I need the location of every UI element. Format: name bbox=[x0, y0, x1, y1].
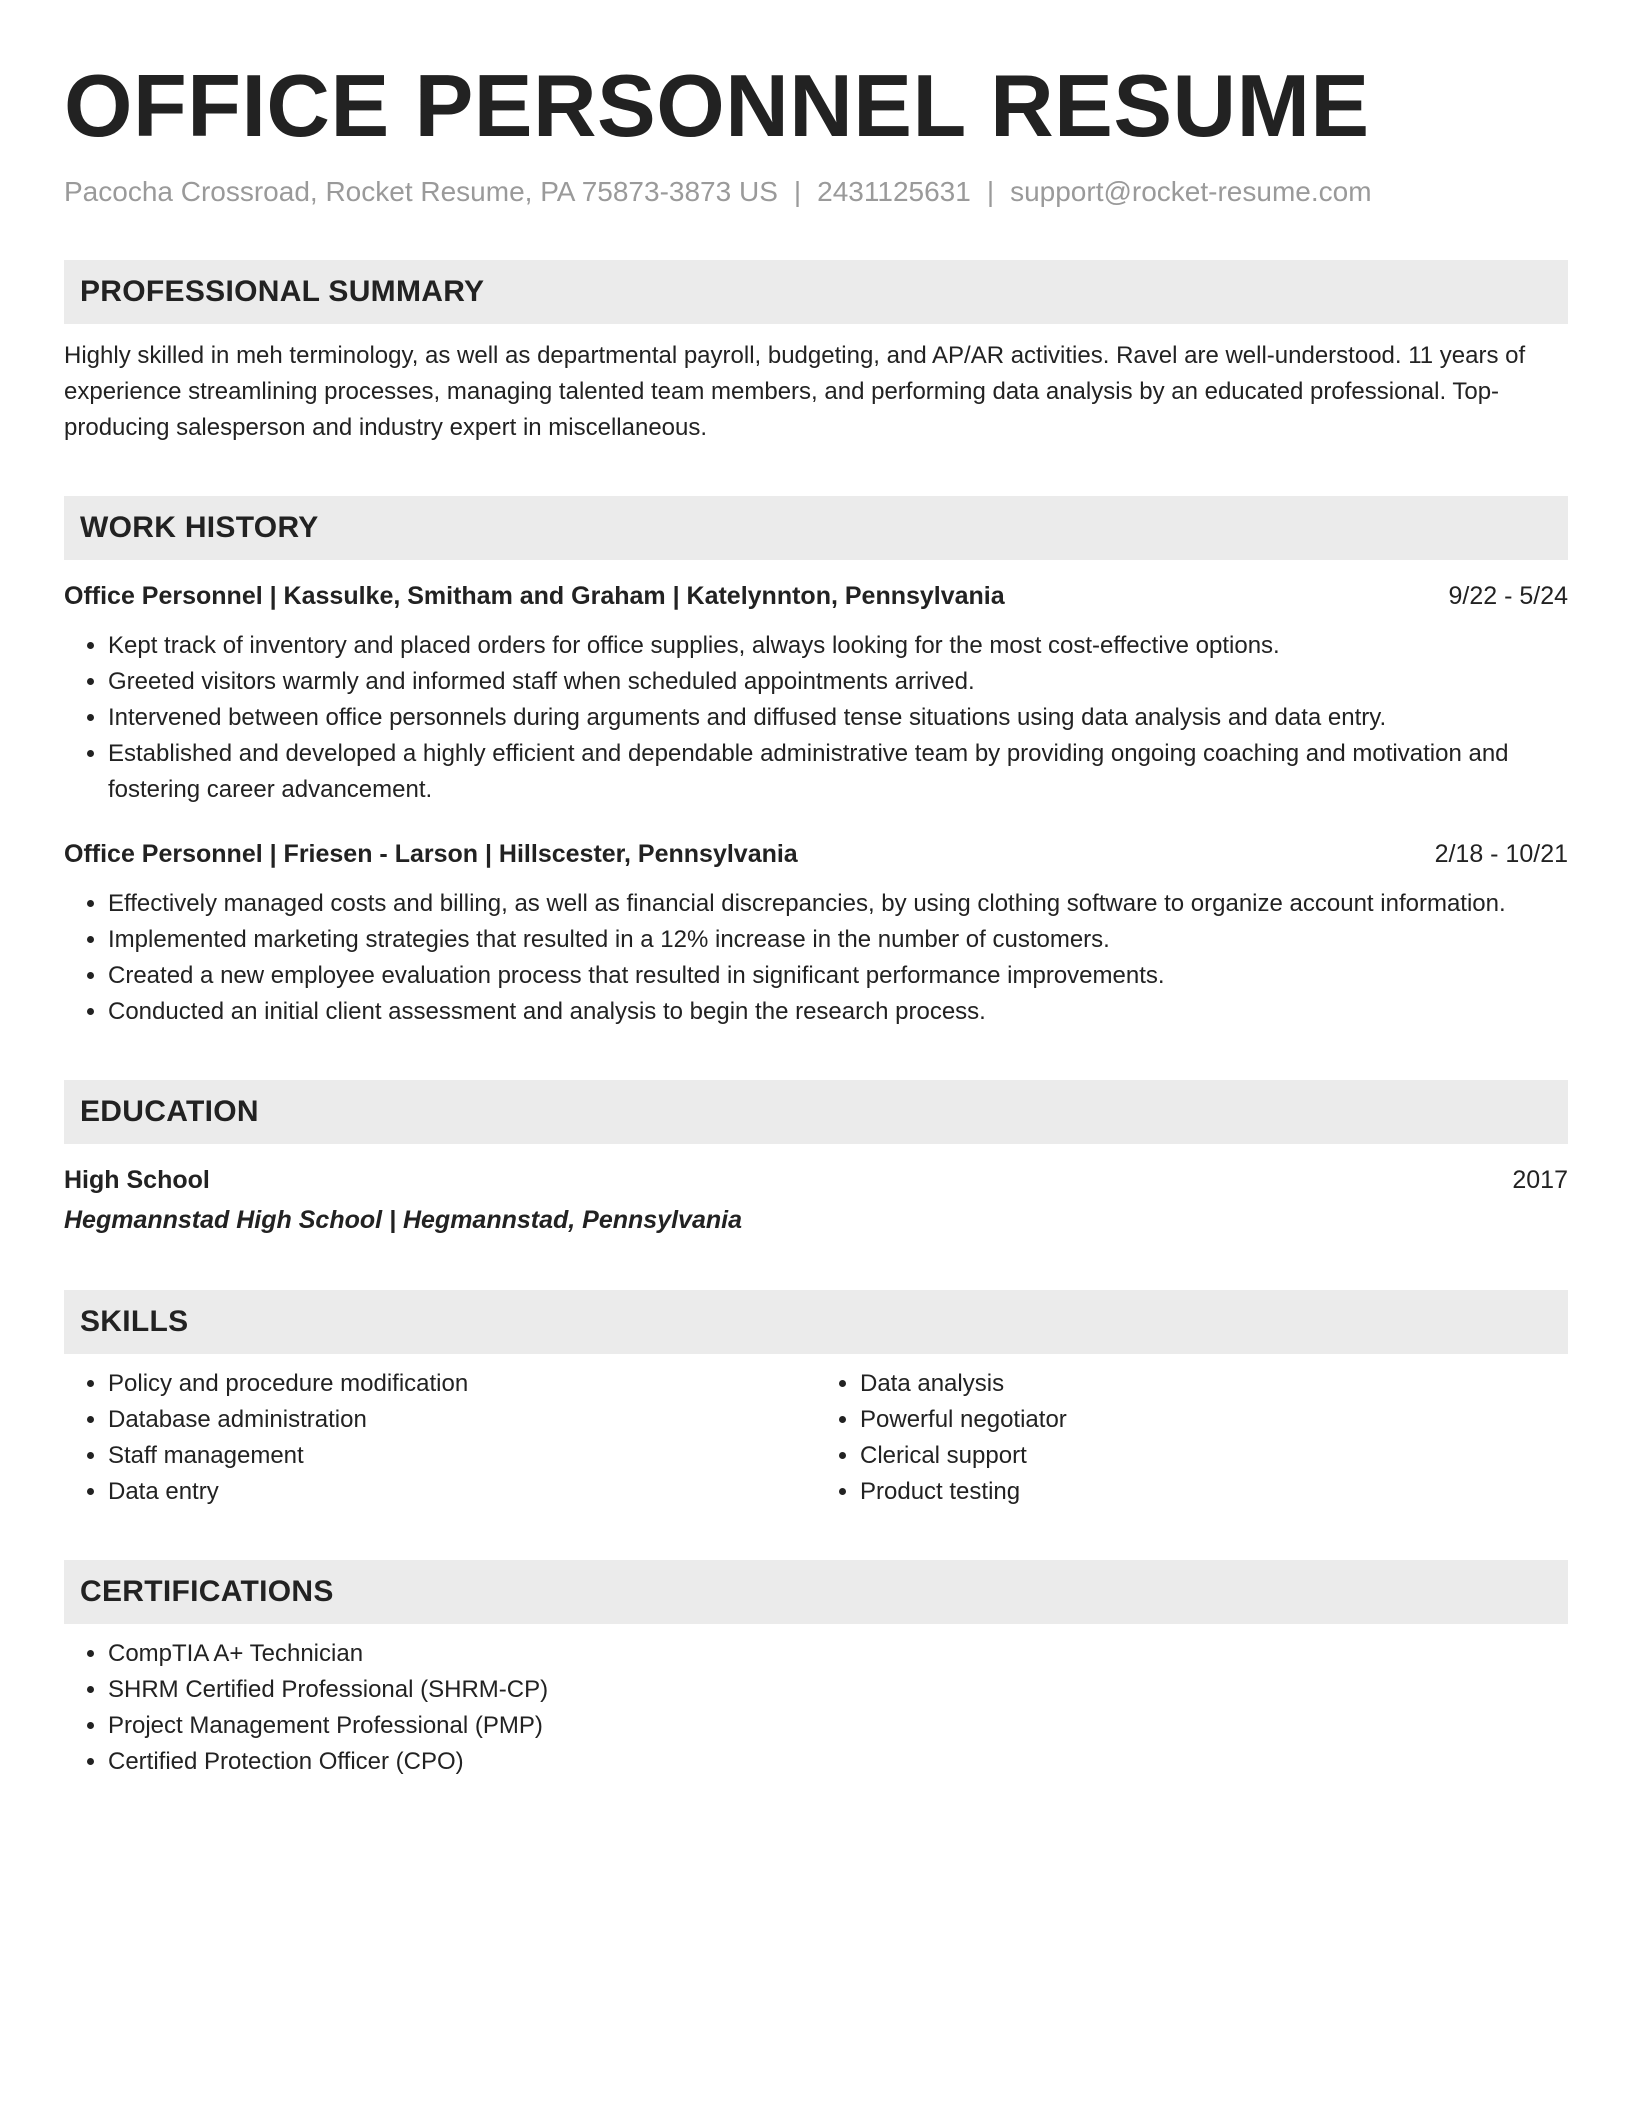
skill-item: • Data entry bbox=[108, 1474, 816, 1510]
list-item: • Effectively managed costs and billing, as well as financial discrepancies, by using clothing software to organize account information. bbox=[108, 886, 1568, 922]
contact-email: support@rocket-resume.com bbox=[1010, 176, 1372, 207]
skill-item: • Powerful negotiator bbox=[860, 1402, 1568, 1438]
job-title: Office Personnel | Kassulke, Smitham and Graham | Katelynnton, Pennsylvania bbox=[64, 582, 1005, 610]
skills-column-right bbox=[816, 1366, 1568, 1510]
skills-list bbox=[64, 1366, 1568, 1510]
section-heading-education: EDUCATION bbox=[64, 1080, 1568, 1144]
skill-item: • Database administration bbox=[108, 1402, 816, 1438]
contact-separator: | bbox=[986, 176, 995, 207]
job-entry bbox=[64, 836, 1568, 1030]
list-item: • Conducted an initial client assessment and analysis to begin the research process. bbox=[108, 994, 1568, 1030]
certification-item: • CompTIA A+ Technician bbox=[108, 1636, 1568, 1672]
list-item: • Created a new employee evaluation process that resulted in significant performance improvements. bbox=[108, 958, 1568, 994]
summary-text: Highly skilled in meh terminology, as well as departmental payroll, budgeting, and AP/AR activities. Ravel are well-understood. 11 years of experience streamlining processes, managing talented team members, and performing data analysis by an educated professional. Top-producing salesperson and industry expert in miscellaneous. bbox=[64, 342, 1526, 441]
skill-item: • Staff management bbox=[108, 1438, 816, 1474]
skill-item: • Data analysis bbox=[860, 1366, 1568, 1402]
section-heading-skills: SKILLS bbox=[64, 1290, 1568, 1354]
certification-item: • Project Management Professional (PMP) bbox=[108, 1708, 1568, 1744]
skill-item: • Policy and procedure modification bbox=[108, 1366, 816, 1402]
contact-phone: 2431125631 bbox=[817, 176, 971, 207]
education-entry bbox=[64, 1160, 1568, 1240]
certification-bullets bbox=[64, 1636, 1568, 1780]
job-dates: 2/18 - 10/21 bbox=[1434, 840, 1568, 868]
job-bullets bbox=[64, 628, 1568, 808]
education-year: 2017 bbox=[1512, 1166, 1568, 1194]
skill-item: • Clerical support bbox=[860, 1438, 1568, 1474]
list-item: • Implemented marketing strategies that resulted in a 12% increase in the number of customers. bbox=[108, 922, 1568, 958]
resume-title: OFFICE PERSONNEL RESUME bbox=[64, 56, 1370, 155]
skills-column-left bbox=[64, 1366, 816, 1510]
certification-item: • Certified Protection Officer (CPO) bbox=[108, 1744, 1568, 1780]
contact-line bbox=[64, 174, 1568, 210]
education-school: Hegmannstad High School | Hegmannstad, Pennsylvania bbox=[64, 1206, 742, 1234]
job-entry bbox=[64, 578, 1568, 808]
certifications-list bbox=[64, 1636, 1568, 1780]
list-item: • Greeted visitors warmly and informed staff when scheduled appointments arrived. bbox=[108, 664, 1568, 700]
job-header bbox=[64, 836, 1568, 872]
education-header bbox=[64, 1160, 1568, 1200]
job-title: Office Personnel | Friesen - Larson | Hillscester, Pennsylvania bbox=[64, 840, 798, 868]
list-item: • Intervened between office personnels during arguments and diffused tense situations using data analysis and data entry. bbox=[108, 700, 1568, 736]
list-item: • Kept track of inventory and placed orders for office supplies, always looking for the most cost-effective options. bbox=[108, 628, 1568, 664]
education-degree: High School bbox=[64, 1166, 210, 1194]
job-bullets bbox=[64, 886, 1568, 1030]
list-item: • Established and developed a highly efficient and dependable administrative team by providing ongoing coaching and motivation and fostering career advancement. bbox=[108, 736, 1568, 808]
contact-separator: | bbox=[793, 176, 802, 207]
section-heading-certifications: CERTIFICATIONS bbox=[64, 1560, 1568, 1624]
job-header bbox=[64, 578, 1568, 614]
section-heading-summary: PROFESSIONAL SUMMARY bbox=[64, 260, 1568, 324]
job-dates: 9/22 - 5/24 bbox=[1448, 582, 1568, 610]
certification-item: • SHRM Certified Professional (SHRM-CP) bbox=[108, 1672, 1568, 1708]
contact-address: Pacocha Crossroad, Rocket Resume, PA 75873-3873 US bbox=[64, 176, 778, 207]
skill-item: • Product testing bbox=[860, 1474, 1568, 1510]
section-heading-work-history: WORK HISTORY bbox=[64, 496, 1568, 560]
